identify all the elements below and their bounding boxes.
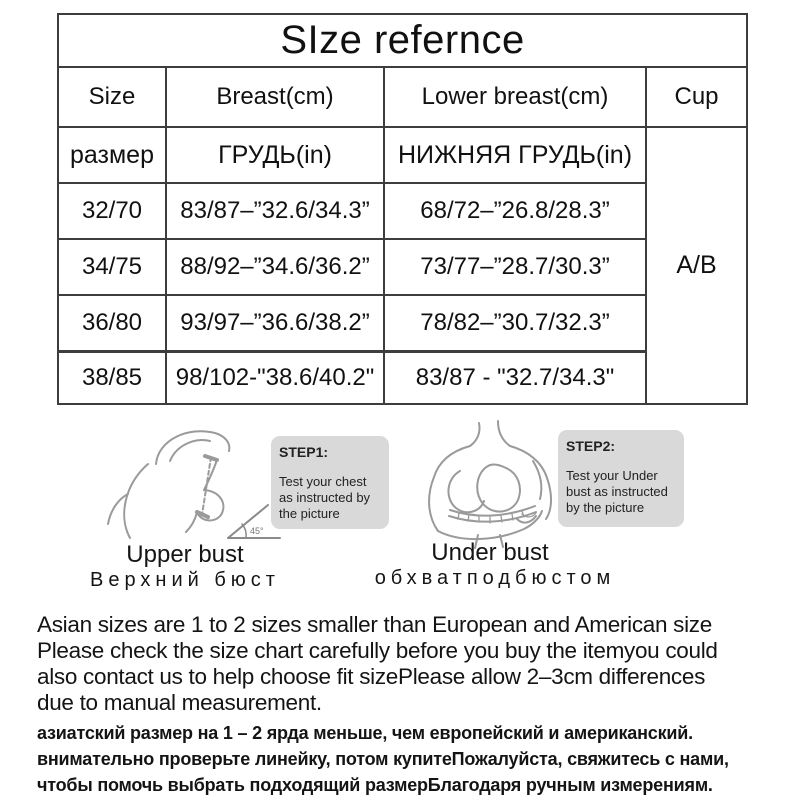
step1-box [271, 436, 389, 529]
note-line: due to manual measurement. [37, 690, 322, 715]
table-row [58, 183, 747, 239]
cell-lower: 83/87 - "32.7/34.3" [384, 352, 646, 405]
col-header-breast: Breast(cm) [166, 67, 384, 127]
cell-size: 32/70 [58, 183, 166, 239]
note-line: чтобы помочь выбрать подходящий размерБлагодаря ручным измерениям. [37, 775, 713, 795]
table-title-row [58, 14, 747, 67]
step2-box [558, 430, 684, 527]
note-line: азиатский размер на 1 – 2 ярда меньше, чем европейский и американский. [37, 723, 693, 743]
ru-header-breast: ГРУДЬ(in) [166, 127, 384, 183]
angle-label: 45° [250, 526, 264, 536]
under-bust-caption-ru: обхватподбюстом [374, 567, 616, 589]
ru-header-size: размер [58, 127, 166, 183]
upper-bust-caption-en: Upper bust [126, 541, 244, 568]
ru-header-lower: НИЖНЯЯ ГРУДЬ(in) [384, 127, 646, 183]
cell-size: 38/85 [58, 352, 166, 405]
note-english [37, 612, 777, 716]
table-title: SIze refernce [58, 14, 747, 67]
note-line: also contact us to help choose fit sizePlease allow 2–3cm differences [37, 664, 706, 689]
size-reference-table [57, 13, 748, 405]
table-row [58, 352, 747, 405]
under-bust-figure [405, 415, 580, 550]
cell-lower: 78/82–”30.7/32.3” [384, 295, 646, 352]
cell-breast: 88/92–”34.6/36.2” [166, 239, 384, 295]
table-header-row [58, 67, 747, 127]
upper-bust-figure [98, 420, 283, 545]
cell-breast: 83/87–”32.6/34.3” [166, 183, 384, 239]
cell-lower: 68/72–”26.8/28.3” [384, 183, 646, 239]
note-russian [37, 720, 777, 798]
note-line: внимательно проверьте линейку, потом купитеПожалуйста, свяжитесь с нами, [37, 749, 729, 769]
step2-label: STEP2: [566, 438, 616, 454]
upper-bust-caption-ru: Верхний бюст [90, 569, 280, 591]
cell-breast: 93/97–”36.6/38.2” [166, 295, 384, 352]
note-line: Please check the size chart carefully before you buy the itemyou could [37, 638, 718, 663]
under-bust-caption-en: Under bust [431, 539, 549, 566]
step1-text: Test your chest as instructed by the picture [279, 474, 371, 521]
col-header-lower: Lower breast(cm) [384, 67, 646, 127]
table-row [58, 239, 747, 295]
cell-size: 34/75 [58, 239, 166, 295]
cell-size: 36/80 [58, 295, 166, 352]
step2-text: Test your Under bust as instructed by the picture [566, 468, 668, 515]
col-header-cup: Cup [646, 67, 747, 127]
note-line: Asian sizes are 1 to 2 sizes smaller than European and American size [37, 612, 712, 637]
cup-value-cell: A/B [646, 127, 747, 404]
step1-label: STEP1: [279, 444, 329, 460]
table-row [58, 295, 747, 352]
cell-breast: 98/102-"38.6/40.2" [166, 352, 384, 405]
col-header-size: Size [58, 67, 166, 127]
table-ru-header-row [58, 127, 747, 183]
cell-lower: 73/77–”28.7/30.3” [384, 239, 646, 295]
